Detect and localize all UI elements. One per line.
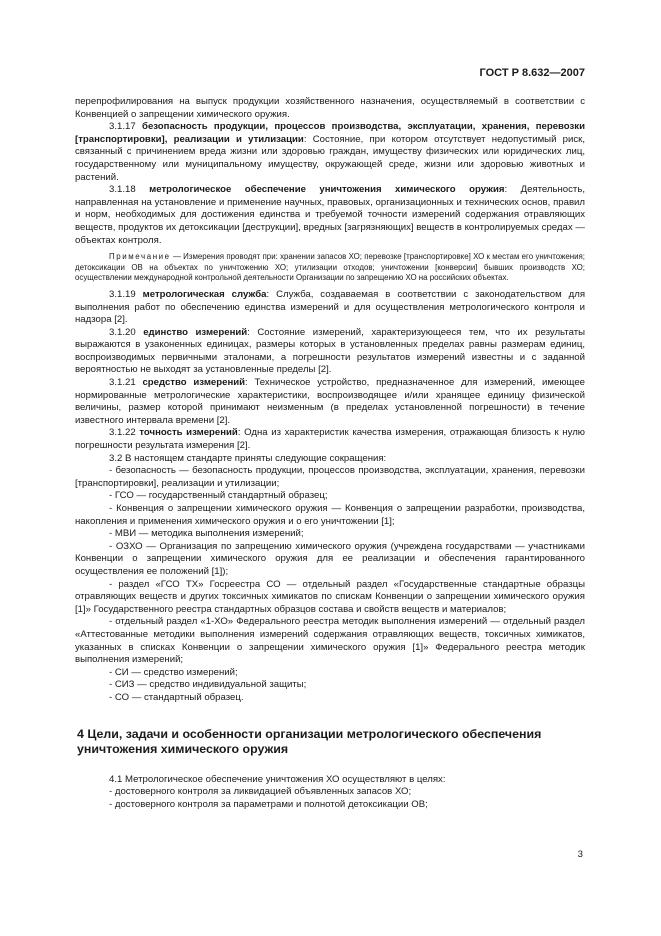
definition-3-1-20 (75, 327, 585, 377)
definition-3-1-17 (75, 121, 585, 184)
list-item: - достоверного контроля за параметрами и полнотой детоксикации ОВ; (109, 798, 428, 810)
paragraph-continuation: перепрофилирования на выпуск продукции хозяйственного назначения, осуществляемый в соответствии с Конвенцией о запрещении химического оружия. (75, 96, 585, 120)
clause-number: 3.1.21 (109, 377, 136, 389)
section-4-heading: 4 Цели, задачи и особенности организации метрологического обеспечения уничтожения химического оружия (77, 726, 542, 756)
note-text: — Измерения проводят при: хранении запасов ХО; перевозке [транспортировке] ХО к местам его уничтожения; детоксикации ОВ на объектах по уничтожению ХО; утилизации отходов; уничтожении [конверсии] бывших производств ХО; осуществлении международной контрольной деятельности Организации по запрещению ХО на российских объектах. (75, 252, 585, 283)
abbreviation-item: - СИ — средство измерений; (109, 666, 238, 678)
note-block (75, 252, 585, 284)
definition-text: : Состояние измерений, характеризующееся тем, что их результаты выражаются в узаконенных единицах, размеры которых в установленных пределах равны размерам единиц, воспроизводимых первичными эталонами, а погрешности результатов измерений известны и с заданной вероятностью не выходят за установленные пределы [2]. (75, 326, 585, 376)
definition-text: : Одна из характеристик качества измерения, отражающая близость к нулю погрешности результата измерения [2]. (75, 427, 585, 452)
abbreviation-item: - ОЗХО — Организация по запрещению химического оружия (учреждена государствами — участниками Конвенции о запрещении химического оружия для ее реализации и обеспечения гарантированного осуществления ее положений [1]); (75, 540, 585, 577)
abbreviation-item: - СИЗ — средство индивидуальной защиты; (109, 679, 307, 691)
term: метрологическая служба (142, 288, 267, 300)
clause-number: 3.1.18 (109, 184, 136, 196)
term: точность измерений (139, 427, 238, 439)
abbreviation-item: - СО — стандартный образец. (109, 691, 244, 703)
abbreviation-item: - безопасность — безопасность продукции, процессов производства, эксплуатации, хранения, перевозки [транспортировки], реализации и утилизации; (75, 465, 585, 489)
definition-3-1-22 (75, 427, 585, 452)
note-label: Примечание (109, 252, 171, 262)
document-standard-header: ГОСТ Р 8.632—2007 (479, 67, 585, 79)
definition-text: : Техническое устройство, предназначенное для измерений, имеющее нормированные метрологические характеристики, воспроизводящее и/или хранящее единицу физической величины, размер которой принимают неизменным (в пределах установленной погрешности) в течение известного интервала времени [2]. (75, 377, 585, 426)
definition-text: : Служба, создаваемая в соответствии с законодательством для выполнения работ по обеспечению единства измерений и для осуществления метрологического контроля и надзора [2]. (75, 288, 586, 326)
definition-text: : Состояние, при котором отсутствует недопустимый риск, связанный с причинением вреда жизни или здоровью граждан, имуществу физических или юридических лиц, государственному или муниципальному имуществу, окружающей среде, жизни или здоровью животных и растений. (75, 133, 585, 183)
abbreviation-item: - раздел «ГСО ТХ» Госреестра СО — отдельный раздел «Государственные стандартные образцы отравляющих веществ и других токсичных химикатов по спискам Конвенции о запрещении химического оружия [1]» Государственного реестра стандартных образцов состава и свойств веществ и материалов; (75, 578, 585, 615)
abbreviation-item: - МВИ — методика выполнения измерений; (109, 528, 304, 540)
abbreviation-item: - отдельный раздел «1-ХО» Федерального реестра методик выполнения измерений — отдельный раздел «Аттестованные методики выполнения измерений содержания отравляющих веществ, токсичных химикатов, указанных в списках Конвенции о запрещении химического оружия [1]» Федерального реестра методик выполнения измерений; (75, 616, 585, 666)
abbreviation-item: - Конвенция о запрещении химического оружия — Конвенция о запрещении разработки, производства, накопления и применения химического оружия и о его уничтожении [1]; (75, 503, 585, 527)
document-body (75, 96, 585, 811)
definition-3-1-21 (75, 377, 585, 427)
definition-3-1-18 (75, 184, 585, 247)
page-number: 3 (577, 849, 583, 860)
clause-4-1: 4.1 Метрологическое обеспечение уничтожения ХО осуществляют в целях: (109, 773, 446, 785)
definition-3-1-19 (75, 289, 585, 327)
term: средство измерений (142, 377, 246, 389)
clause-number: 3.1.22 (109, 427, 136, 439)
clause-number: 3.1.19 (109, 288, 136, 300)
clause-3-2: 3.2 В настоящем стандарте приняты следующие сокращения: (109, 452, 387, 464)
term: метрологическое обеспечение уничтожения химического оружия (149, 184, 505, 196)
list-item: - достоверного контроля за ликвидацией объявленных запасов ХО; (109, 786, 412, 798)
clause-number: 3.1.17 (109, 121, 136, 133)
clause-number: 3.1.20 (109, 326, 136, 338)
term: единство измерений (143, 326, 248, 338)
definition-text: : Деятельность, направленная на установление и применение научных, правовых, организационных и технических основ, правил и норм, необходимых для достижения единства и требуемой точности измерений содержания отравляющих веществ, продуктов их детоксикации [деструкции], вредных [загрязняющих] веществ в контролируемых средах — объектах контроля. (75, 184, 585, 246)
term: безопасность продукции, процессов производства, эксплуатации, хранения, перевозки [транспортировки], реализации и утилизации (75, 121, 586, 145)
abbreviation-item: - ГСО — государственный стандартный образец; (109, 490, 328, 502)
